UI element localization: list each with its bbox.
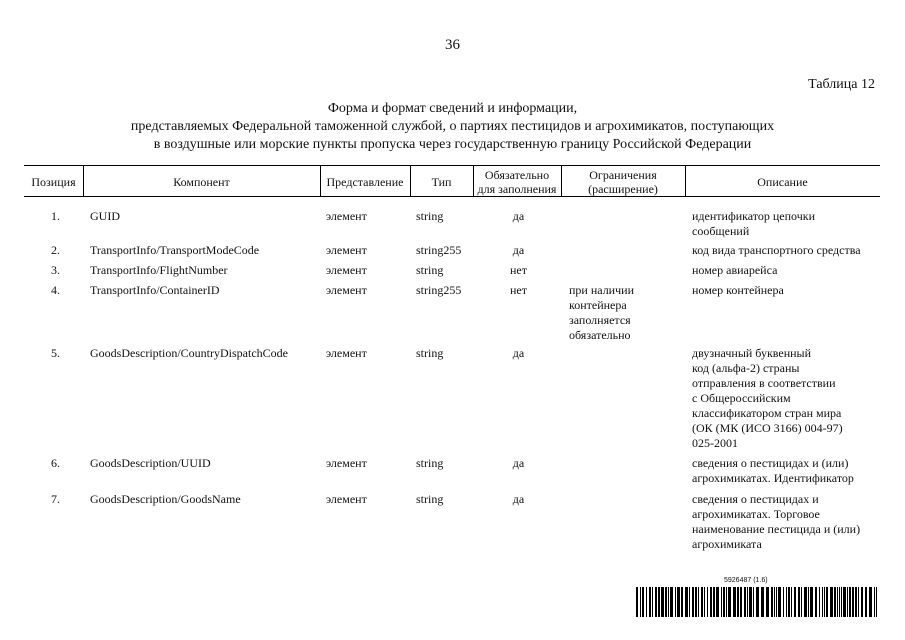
row-required: да [512,346,525,360]
header-required-line: Обязательно [484,168,550,182]
description-line: отправления в соответствии [692,376,836,390]
header-limits-line: Ограничения [589,168,657,182]
description-line: агрохимикатах. Идентификатор [692,471,854,485]
header-required-line: для заполнения [477,182,557,196]
header-bottom-rule [24,196,880,197]
row-limits [569,283,679,343]
row-component: GoodsDescription/CountryDispatchCode [90,346,288,360]
description-line: сведения о пестицидах и (или) [692,456,849,470]
row-description [692,283,882,298]
title-line: Форма и формат сведений и информации, [327,101,578,116]
description-line: агрохимиката [692,537,762,551]
title-line: в воздушные или морские пункты пропуска через государственную границу Российской Федерации [153,137,752,152]
limits-line: при наличии [569,283,634,297]
row-required: нет [510,263,527,277]
row-component: GUID [90,209,120,223]
barcode-id: 5926487 (1.6) [724,577,768,584]
row-required: да [512,456,525,470]
limits-line: контейнера [569,298,627,312]
description-line: код вида транспортного средства [692,243,861,257]
page-number: 36 [445,37,460,53]
limits-line: заполняется [569,313,631,327]
row-number: 3. [51,263,60,277]
row-number: 1. [51,209,60,223]
row-representation: элемент [326,492,367,506]
description-line: номер авиарейса [692,263,778,277]
description-line: номер контейнера [692,283,784,297]
row-number: 2. [51,243,60,257]
row-type: string [416,346,444,360]
row-description [692,492,882,552]
header-limits [561,168,685,196]
description-line: наименование пестицида и (или) [692,522,861,536]
row-required: да [512,492,525,506]
row-description [692,346,882,451]
description-line: с Общероссийским [692,391,791,405]
description-line: (ОК (МК (ИСО 3166) 004-97) [692,421,843,435]
row-component: TransportInfo/FlightNumber [90,263,228,277]
header-required [473,168,561,196]
description-line: сведения о пестицидах и [692,492,819,506]
row-type: string255 [416,243,462,257]
description-line: классификатором стран мира [692,406,842,420]
row-description [692,243,882,258]
row-representation: элемент [326,243,367,257]
description-line: агрохимикатах. Торговое [692,507,820,521]
barcode-icon [636,587,880,617]
row-type: string [416,456,444,470]
row-type: string255 [416,283,462,297]
description-line: 025-2001 [692,436,738,450]
description-line: двузначный буквенный [692,346,812,360]
header-limits-line: (расширение) [588,182,658,196]
row-required: нет [510,283,527,297]
header-representation: Представление [326,175,404,189]
row-type: string [416,492,444,506]
row-description [692,456,882,486]
header-position: Позиция [31,175,76,189]
title-line: представляемых Федеральной таможенной службой, о партиях пестицидов и агрохимикатов, поступающих [130,119,775,134]
row-number: 5. [51,346,60,360]
row-component: GoodsDescription/GoodsName [90,492,241,506]
header-type: Тип [431,175,452,189]
limits-line: обязательно [569,328,631,342]
row-description [692,263,882,278]
table-label: Таблица 12 [808,77,875,92]
row-representation: элемент [326,209,367,223]
description-line: код (альфа-2) страны [692,361,800,375]
row-type: string [416,209,444,223]
header-top-rule [24,165,880,166]
row-representation: элемент [326,346,367,360]
row-component: TransportInfo/TransportModeCode [90,243,260,257]
description-line: сообщений [692,224,750,238]
row-component: GoodsDescription/UUID [90,456,211,470]
row-representation: элемент [326,283,367,297]
row-representation: элемент [326,263,367,277]
row-number: 6. [51,456,60,470]
row-number: 4. [51,283,60,297]
header-component: Компонент [173,175,230,189]
row-description [692,209,882,239]
header-description: Описание [757,175,808,189]
description-line: идентификатор цепочки [692,209,816,223]
row-required: да [512,243,525,257]
row-component: TransportInfo/ContainerID [90,283,220,297]
table-title [60,100,845,154]
row-type: string [416,263,444,277]
row-required: да [512,209,525,223]
row-number: 7. [51,492,60,506]
row-representation: элемент [326,456,367,470]
